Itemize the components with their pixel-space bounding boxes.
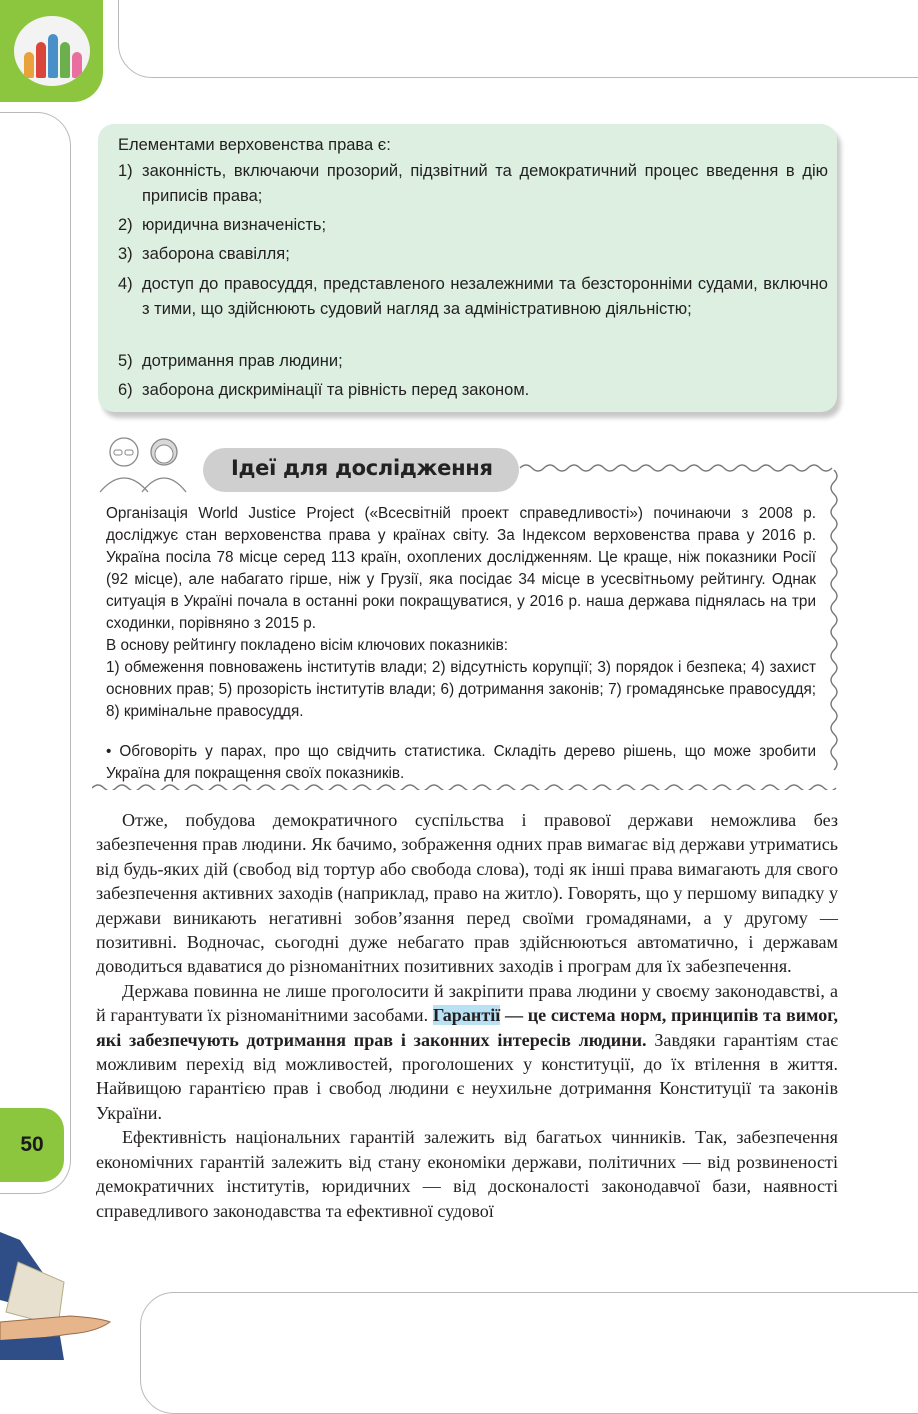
item-text: дотримання прав людини; bbox=[142, 352, 343, 370]
item-text: заборона свавілля; bbox=[142, 245, 290, 263]
list-item bbox=[118, 378, 828, 403]
list-item bbox=[118, 159, 828, 209]
body-paragraph bbox=[96, 979, 838, 1125]
elements-lead: Елементами верховенства права є: bbox=[118, 136, 391, 154]
item-number: 1) bbox=[118, 162, 133, 180]
term-definition: — це система норм, принципів та вимог, які забезпечують дотримання прав і законних інтересів людини. bbox=[96, 1005, 838, 1050]
ideas-paragraph: Організація World Justice Project («Всесвітній проект справедливості») починаючи з 2008 р. досліджує стан верховенства права у країнах світу. За Індексом верховенства права у 2016 р. Україна посіла 78 місце серед 113 країн, охоплених дослідженням. Це краще, ніж показники Росії (92 місце), але набагато гірше, ніж у Грузії, яка посідає 34 місце в усесвітньому рейтингу. Однак ситуація в Україні почала в останні роки покращуватися, у 2016 р. наша держава піднялась на три сходинки, порівняно з 2015 р. bbox=[106, 505, 816, 632]
body-paragraph: Ефективність національних гарантій залежить від багатьох чинників. Так, забезпечення економічних гарантій залежить від стану економіки держави, політичних — від розвиненості демократичних інститутів, юридичних — від досконалості законодавчої бази, наявності справедливого законодавства та ефективної судової bbox=[96, 1127, 838, 1221]
main-body-text bbox=[96, 808, 838, 1223]
paragraph-text: Завдяки гарантіям стає можливим перехід від можливостей, проголошених у конституції, до їх втілення в життя. Найвищою гарантією прав і свобод людини є неухильне дотримання Конституції та законів України. bbox=[96, 1029, 838, 1123]
item-number: 2) bbox=[118, 216, 133, 234]
hand-with-paper-illustration bbox=[0, 1222, 120, 1360]
ideas-title-text: Ідеї для дослідження bbox=[231, 456, 493, 480]
top-frame-decoration bbox=[118, 0, 918, 78]
two-people-icon bbox=[94, 430, 200, 494]
people-logo-icon bbox=[14, 16, 90, 86]
body-paragraph: Отже, побудова демократичного суспільства і правової держави неможлива без забезпечення прав людини. Як бачимо, зображення одних прав вимагає від держави утриматись від будь-яких дій (свобод від тортур або свобода слова), тоді як інші права вимагають для свого забезпечення активних заходів (наприклад, право на житло). Говорять, що у першому випадку у держави виникають негативні зобов’язання перед своїми громадянами, а у другому — позитивні. Водночас, сьогодні дуже небагато прав здійснюються автоматично, і державам доводиться вдаватися до різноманітних позитивних заходів і програм для їх забезпечення. bbox=[96, 810, 838, 977]
bottom-frame-decoration bbox=[140, 1292, 918, 1414]
item-number: 4) bbox=[118, 275, 133, 293]
ideas-paragraph: В основу рейтингу покладено вісім ключових показників: bbox=[106, 637, 508, 654]
list-item bbox=[118, 242, 828, 267]
section-corner-tab bbox=[0, 0, 103, 102]
ideas-text-block bbox=[106, 503, 816, 723]
ideas-task: • Обговоріть у парах, про що свідчить статистика. Складіть дерево рішень, що може зробити Україна для покращення своїх показників. bbox=[106, 743, 816, 782]
item-text: законність, включаючи прозорий, підзвітний та демократичний процес введення в дію приписів права; bbox=[142, 162, 828, 205]
item-text: доступ до правосуддя, представленого незалежними та безсторонніми судами, включно з тими, що здійснюють судовий нагляд за адміністративною діяльністю; bbox=[142, 275, 828, 318]
ideas-paragraph: 1) обмеження повноважень інститутів влади; 2) відсутність корупції; 3) порядок і безпека; 4) захист основних прав; 5) прозорість інститутів влади; 6) дотримання законів; 7) громадянське правосуддя; 8) кримінальне правосуддя. bbox=[106, 659, 816, 720]
page-number-tab bbox=[0, 1108, 64, 1182]
item-number: 6) bbox=[118, 381, 133, 399]
ideas-section-title bbox=[203, 448, 519, 492]
rule-of-law-elements-box bbox=[98, 124, 837, 412]
paragraph-text: Держава повинна не лише проголосити й закріпити права людини у своєму законодавстві, а й гарантувати їх різноманітними засобами. bbox=[96, 980, 838, 1026]
list-item bbox=[118, 349, 828, 374]
item-text: юридична визначеність; bbox=[142, 216, 327, 234]
page-number: 50 bbox=[20, 1133, 44, 1156]
item-number: 3) bbox=[118, 245, 133, 263]
left-frame-decoration bbox=[0, 112, 71, 1194]
highlighted-term: Гарантії bbox=[432, 1005, 501, 1026]
list-item bbox=[118, 213, 828, 238]
item-number: 5) bbox=[118, 352, 133, 370]
item-text: заборона дискримінації та рівність перед законом. bbox=[142, 381, 530, 399]
list-item bbox=[118, 272, 828, 322]
